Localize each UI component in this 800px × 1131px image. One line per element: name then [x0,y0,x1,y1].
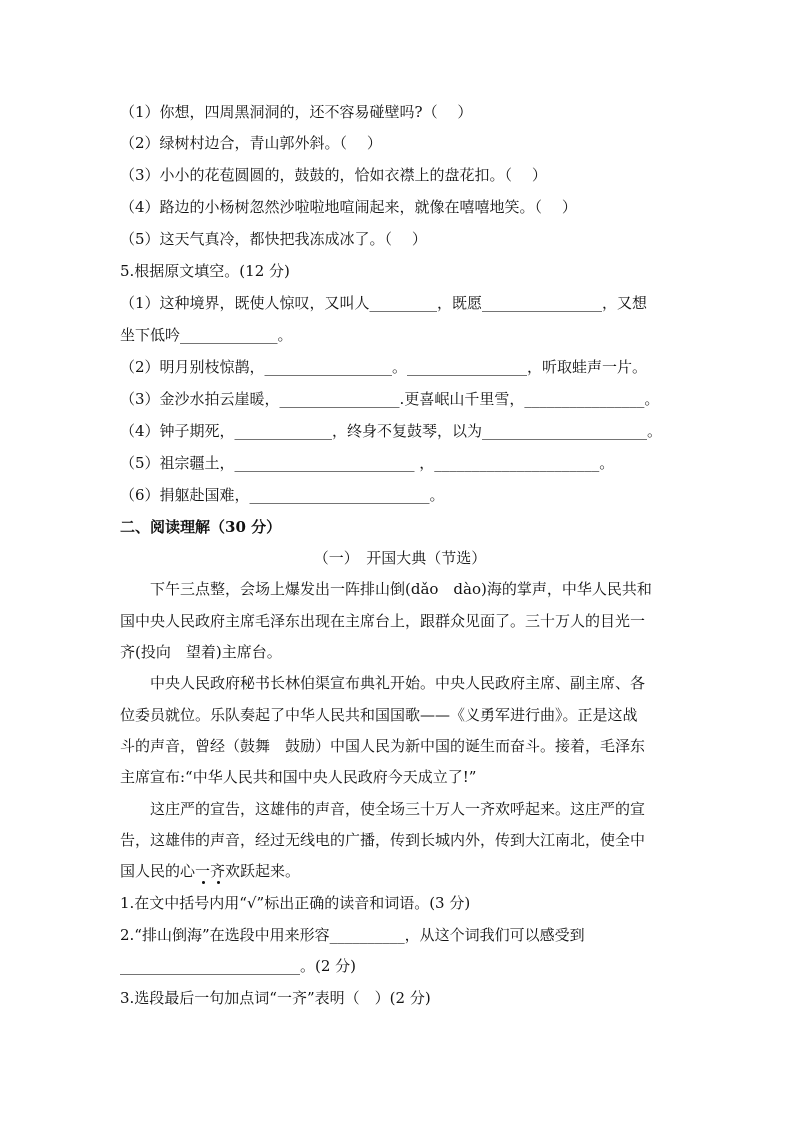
passage-line: 国中央人民政府主席毛泽东出现在主席台上，跟群众见面了。三十万人的目光一 [120,612,646,630]
dotted-char-yi: 一 [195,862,211,880]
passage-last-line [120,860,680,882]
q5-item-2: （2）明月别枝惊鹊，_________________。________________，听取蛙声一片。 [120,358,648,376]
q5-item-3: （3）金沙水拍云崖暖，________________.更喜岷山千里雪，________________。 [120,390,660,408]
passage-line: 主席宣布:“中华人民共和国中央人民政府今天成立了!” [120,768,477,786]
q5-item-4: （4）钟子期死，_____________，终身不复鼓琴，以为______________________。 [120,422,663,440]
passage-line: 斗的声音，曾经（鼓舞 鼓励）中国人民为新中国的诞生而奋斗。接着，毛泽东 [120,737,646,755]
dotted-char-qi: 齐 [210,862,226,880]
q4-item-1: （1）你想，四周黑洞洞的，还不容易碰壁吗?（ ） [120,103,473,121]
passage-line: 这庄严的宣告，这雄伟的声音，使全场三十万人一齐欢呼起来。这庄严的宣 [150,800,646,818]
q5-item-1: （1）这种境界，既使人惊叹，又叫人_________，既愿________________，又想 [120,294,648,312]
q5-title: 5.根据原文填空。(12 分) [120,262,290,280]
q5-item-5: （5）祖宗疆土，________________________ ，______________________。 [120,454,615,472]
passage-line: 齐(投向 望着)主席台。 [120,643,282,661]
question-3: 3.选段最后一句加点词“一齐”表明（ ）(2 分) [120,989,431,1007]
q4-item-3: （3）小小的花苞圆圆的，鼓鼓的，恰如衣襟上的盘花扣。（ ） [120,166,547,184]
passage-line: 位委员就位。乐队奏起了中华人民共和国国歌——《义勇军进行曲》。正是这战 [120,706,638,724]
passage-line: 中央人民政府秘书长林伯渠宣布典礼开始。中央人民政府主席、副主席、各 [150,674,646,692]
passage-title: （一） 开国大典（节选） [313,549,487,567]
q4-item-5: （5）这天气真冷，都快把我冻成冰了。（ ） [120,230,427,248]
passage-last-line-after: 欢跃起来。 [225,862,301,880]
q5-item-6: （6）捐躯赴国难，________________________。 [120,486,445,504]
passage-line: 告，这雄伟的声音，经过无线电的广播，传到长城内外，传到大江南北，使全中 [120,831,646,849]
q5-item-1-cont: 坐下低吟_____________。 [120,326,293,344]
q4-item-2: （2）绿树村边合，青山郭外斜。（ ） [120,134,382,152]
passage-last-line-before: 国人民的心 [120,862,196,880]
section-heading: 二、阅读理解（30 分） [120,518,282,536]
q4-item-4: （4）路边的小杨树忽然沙啦啦地喧闹起来，就像在嘻嘻地笑。（ ） [120,198,577,216]
question-1: 1.在文中括号内用“√”标出正确的读音和词语。(3 分) [120,894,471,912]
passage-line: 下午三点整，会场上爆发出一阵排山倒(dǎo dào)海的掌声，中华人民共和 [150,580,652,598]
question-2-cont: ________________________。(2 分) [120,957,357,975]
question-2: 2.“排山倒海”在选段中用来形容__________，从这个词我们可以感受到 [120,926,585,944]
